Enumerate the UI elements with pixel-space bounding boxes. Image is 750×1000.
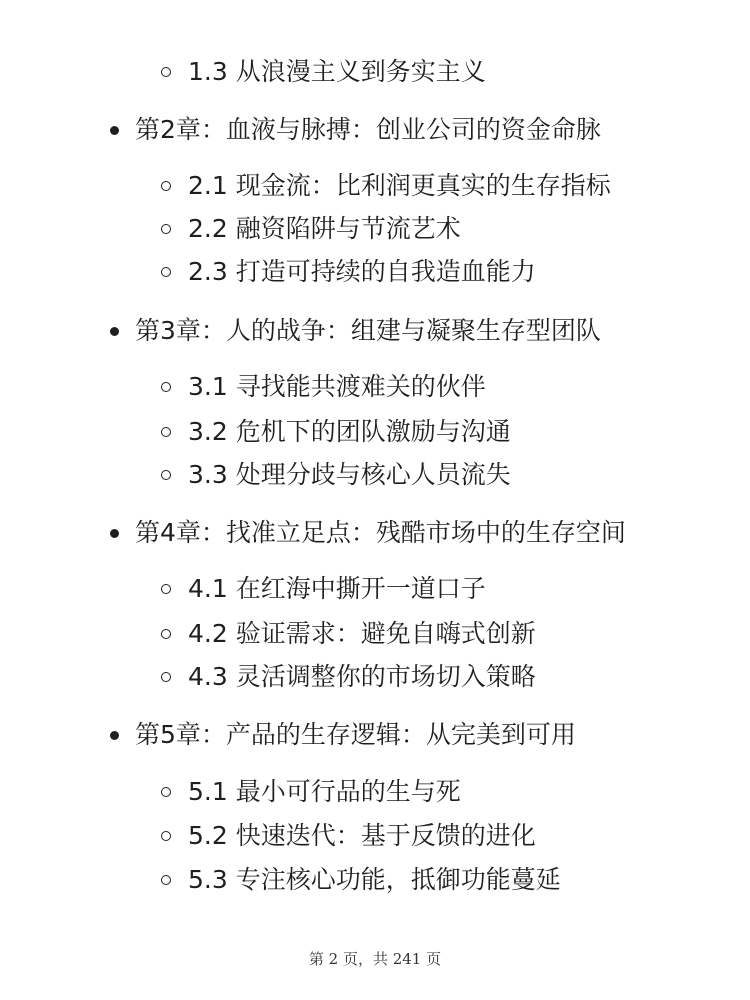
toc-item-text: 5.1 最小可行品的生与死	[188, 777, 461, 806]
toc-section-item	[161, 614, 536, 654]
toc-item-text: 5.3 专注核心功能，抵御功能蔓延	[188, 865, 561, 894]
toc-item-text: 第2章：血液与脉搏：创业公司的资金命脉	[135, 115, 601, 144]
toc-section-item	[161, 209, 461, 249]
toc-section-item	[161, 455, 511, 495]
toc-item-text: 4.2 验证需求：避免自嗨式创新	[188, 619, 536, 648]
toc-item-text: 3.1 寻找能共渡难关的伙伴	[188, 372, 486, 401]
toc-section-item	[161, 816, 536, 856]
hollow-bullet-icon	[161, 267, 171, 277]
filled-bullet-icon	[110, 731, 119, 740]
toc-section-item	[161, 252, 536, 292]
toc-chapter-item	[110, 715, 576, 755]
page-footer: 第 2 页，共 241 页	[308, 950, 442, 968]
toc-chapter-item	[110, 110, 601, 150]
toc-item-text: 5.2 快速迭代：基于反馈的进化	[188, 821, 536, 850]
filled-bullet-icon	[110, 529, 119, 538]
filled-bullet-icon	[110, 327, 119, 336]
toc-section-item	[161, 860, 561, 900]
hollow-bullet-icon	[161, 831, 171, 841]
toc-section-item	[161, 657, 536, 697]
toc-chapter-item	[110, 311, 601, 351]
toc-item-text: 第4章：找准立足点：残酷市场中的生存空间	[135, 518, 626, 547]
hollow-bullet-icon	[161, 787, 171, 797]
hollow-bullet-icon	[161, 181, 171, 191]
toc-item-text: 4.1 在红海中撕开一道口子	[188, 574, 486, 603]
toc-section-item	[161, 52, 486, 92]
toc-item-text: 2.3 打造可持续的自我造血能力	[188, 257, 536, 286]
hollow-bullet-icon	[161, 224, 171, 234]
toc-item-text: 2.1 现金流：比利润更真实的生存指标	[188, 171, 611, 200]
filled-bullet-icon	[110, 126, 119, 135]
toc-item-text: 第3章：人的战争：组建与凝聚生存型团队	[135, 316, 601, 345]
toc-section-item	[161, 166, 611, 206]
hollow-bullet-icon	[161, 875, 171, 885]
toc-section-item	[161, 412, 511, 452]
toc-item-text: 2.2 融资陷阱与节流艺术	[188, 214, 461, 243]
toc-section-item	[161, 569, 486, 609]
toc-item-text: 3.3 处理分歧与核心人员流失	[188, 460, 511, 489]
toc-item-text: 1.3 从浪漫主义到务实主义	[188, 57, 486, 86]
hollow-bullet-icon	[161, 672, 171, 682]
hollow-bullet-icon	[161, 67, 171, 77]
hollow-bullet-icon	[161, 382, 171, 392]
hollow-bullet-icon	[161, 470, 171, 480]
hollow-bullet-icon	[161, 584, 171, 594]
toc-item-text: 第5章：产品的生存逻辑：从完美到可用	[135, 720, 576, 749]
hollow-bullet-icon	[161, 427, 171, 437]
toc-chapter-item	[110, 513, 626, 553]
toc-section-item	[161, 367, 486, 407]
toc-section-item	[161, 772, 461, 812]
toc-item-text: 4.3 灵活调整你的市场切入策略	[188, 662, 536, 691]
toc-item-text: 3.2 危机下的团队激励与沟通	[188, 417, 511, 446]
hollow-bullet-icon	[161, 629, 171, 639]
